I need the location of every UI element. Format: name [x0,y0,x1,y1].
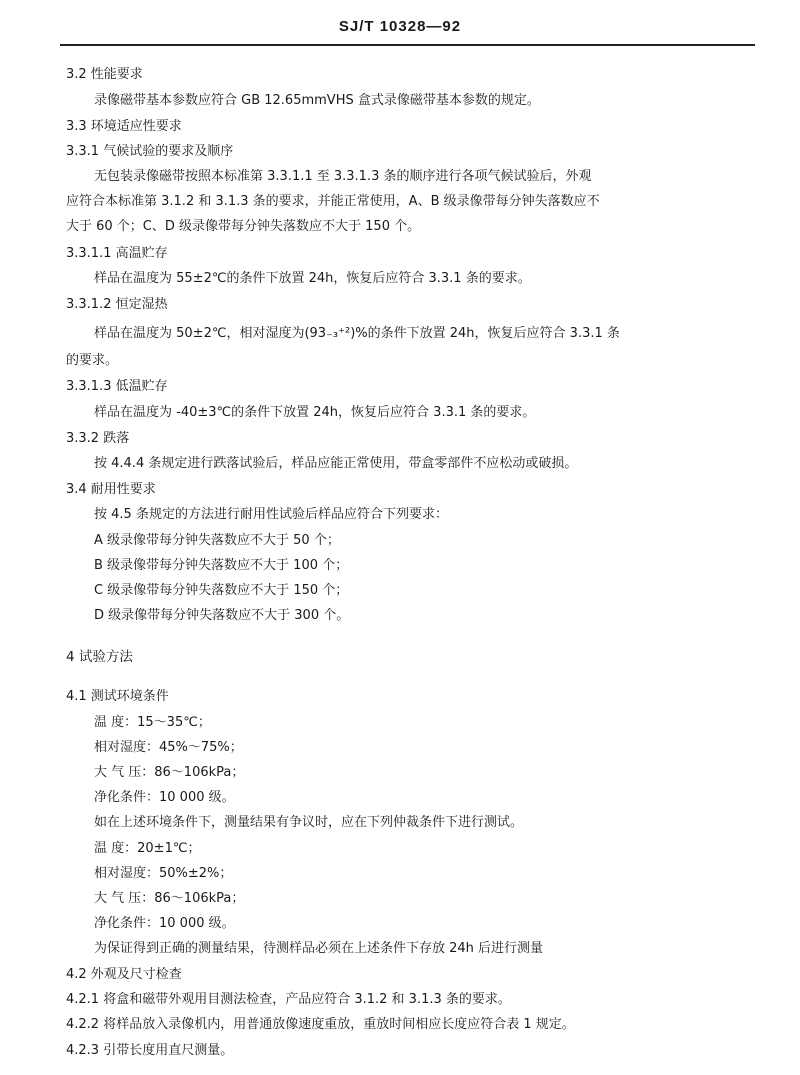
text-line-l09: 样品在温度为 55±2℃的条件下放置 24h，恢复后应符合 3.3.1 条的要求。 [94,271,531,286]
text-line-l13: 3.3.1.3 低温贮存 [66,379,168,394]
text-line-l08: 3.3.1.1 高温贮存 [66,246,168,261]
text-line-l29: 如在上述环境条件下，测量结果有争议时，应在下列仲裁条件下进行测试。 [94,815,524,830]
text-line-l35: 4.2 外观及尺寸检查 [66,967,182,982]
text-line-l03: 3.3 环境适应性要求 [66,119,182,134]
text-line-l24: 4.1 测试环境条件 [66,689,169,704]
text-line-l07: 大于 60 个；C、D 级录像带每分钟失落数应不大于 150 个。 [66,219,421,234]
text-line-l15: 3.3.2 跌落 [66,431,130,446]
text-line-l34: 为保证得到正确的测量结果，待测样品必须在上述条件下存放 24h 后进行测量 [94,941,544,956]
text-line-l14: 样品在温度为 -40±3℃的条件下放置 24h，恢复后应符合 3.3.1 条的要求。 [94,405,536,420]
text-line-l36: 4.2.1 将盒和磁带外观用目测法检查，产品应符合 3.1.2 和 3.1.3 条的要求。 [66,992,511,1007]
text-line-l32: 大 气 压：86～106kPa； [94,891,245,906]
text-line-l30: 温 度：20±1℃； [94,841,201,856]
text-line-l10: 3.3.1.2 恒定湿热 [66,297,168,312]
text-line-l17: 3.4 耐用性要求 [66,482,156,497]
standard-code: SJ/T 10328—92 [338,18,462,35]
text-line-l01: 3.2 性能要求 [66,67,143,82]
text-line-l25: 温 度：15～35℃； [94,715,211,730]
text-line-l38: 4.2.3 引带长度用直尺测量。 [66,1043,234,1058]
text-line-l27: 大 气 压：86～106kPa； [94,765,245,780]
text-line-l31: 相对湿度：50%±2%； [94,866,233,881]
text-line-l02: 录像磁带基本参数应符合 GB 12.65mmVHS 盒式录像磁带基本参数的规定。 [94,93,540,108]
text-line-l18: 按 4.5 条规定的方法进行耐用性试验后样品应符合下列要求： [94,507,448,522]
text-line-l05: 无包装录像磁带按照本标准第 3.3.1.1 至 3.3.1.3 条的顺序进行各项气候试验后，外观 [94,169,592,184]
text-line-l26: 相对湿度：45%～75%； [94,740,243,755]
text-line-l06: 应符合本标准第 3.1.2 和 3.1.3 条的要求，并能正常使用，A、B 级录像带每分钟失落数应不 [66,194,600,209]
text-line-l33: 净化条件：10 000 级。 [94,916,235,931]
text-line-l04: 3.3.1 气候试验的要求及顺序 [66,144,234,159]
text-line-l11: 样品在温度为 50±2℃，相对湿度为(93₋₃⁺²)%的条件下放置 24h，恢复后应符合 3.3.1 条 [94,326,620,341]
text-line-l16: 按 4.4.4 条规定进行跌落试验后，样品应能正常使用，带盒零部件不应松动或破损。 [94,456,578,471]
text-line-l37: 4.2.2 将样品放入录像机内，用普通放像速度重放，重放时间相应长度应符合表 1 规定。 [66,1017,575,1032]
text-line-l19: A 级录像带每分钟失落数应不大于 50 个； [94,533,340,548]
text-line-l21: C 级录像带每分钟失落数应不大于 150 个； [94,583,349,598]
header-rule [60,44,755,46]
text-line-l20: B 级录像带每分钟失落数应不大于 100 个； [94,558,349,573]
text-line-l28: 净化条件：10 000 级。 [94,790,235,805]
text-line-l12: 的要求。 [66,353,119,368]
text-line-l23: 4 试验方法 [66,649,133,665]
text-line-l22: D 级录像带每分钟失落数应不大于 300 个。 [94,608,350,623]
